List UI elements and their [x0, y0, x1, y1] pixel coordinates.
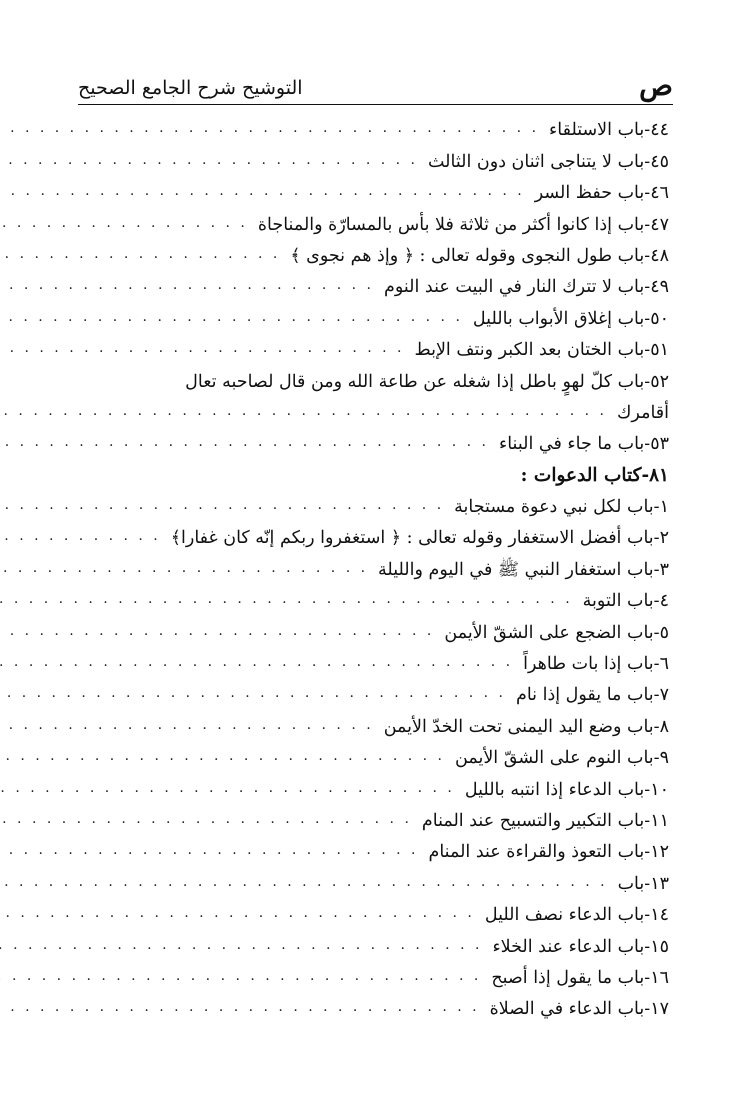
- header-divider: [78, 104, 673, 105]
- dot-leader: [0, 714, 378, 738]
- dot-leader: [0, 934, 486, 958]
- entry-number: ٤٥: [650, 151, 669, 172]
- entry-title: باب الختان بعد الكبر ونتف الإبط: [414, 340, 645, 361]
- entry-number: ١٥: [650, 936, 669, 957]
- entry-title-continued: أقامرك: [616, 402, 669, 423]
- entry-dash: -: [653, 528, 660, 549]
- table-of-contents: [88, 110, 669, 1020]
- toc-entry: [88, 204, 669, 235]
- entry-number: ١٧: [650, 999, 669, 1020]
- entry-title: باب الدعاء نصف الليل: [484, 905, 645, 926]
- entry-title: باب إذا كانوا أكثر من ثلاثة فلا بأس بالمسارّة والمناجاة: [257, 214, 645, 235]
- entry-title: باب وضع اليد اليمنى تحت الخدّ الأيمن: [383, 716, 654, 737]
- entry-number: ٥: [659, 622, 669, 643]
- entry-dash: -: [644, 779, 651, 800]
- toc-entry: [88, 769, 669, 800]
- entry-number: ٥٠: [650, 308, 669, 329]
- dot-leader: [0, 588, 577, 612]
- toc-entry: [88, 361, 669, 424]
- entry-dash: -: [653, 716, 660, 737]
- dot-leader: [0, 212, 252, 236]
- entry-title: باب لا يتناجى اثنان دون الثالث: [428, 151, 645, 172]
- entry-title: باب النوم على الشقّ الأيمن: [455, 748, 654, 769]
- entry-dash: -: [653, 559, 660, 580]
- dot-leader: [0, 117, 543, 141]
- entry-dash: -: [644, 120, 651, 141]
- page-header: [78, 68, 673, 100]
- dot-leader: [0, 180, 529, 204]
- toc-entry: [88, 644, 669, 675]
- dot-leader: [0, 243, 284, 267]
- entry-title: باب ما يقول إذا أصبح: [491, 967, 645, 988]
- dot-leader: [0, 306, 467, 330]
- entry-number: ٤٨: [650, 245, 669, 266]
- entry-title: باب التكبير والتسبيح عند المنام: [421, 810, 645, 831]
- toc-entry: [88, 518, 669, 549]
- book-number: ٨١: [649, 464, 669, 486]
- entry-number: ١٤: [650, 905, 669, 926]
- entry-dash: -: [644, 214, 651, 235]
- dot-leader: [0, 996, 484, 1020]
- entry-title: باب التعوذ والقراءة عند المنام: [428, 842, 645, 863]
- toc-entry-line: [88, 361, 669, 392]
- dot-leader: [0, 525, 165, 549]
- entry-title: باب لا تترك النار في البيت عند النوم: [384, 277, 645, 298]
- toc-entry: [88, 801, 669, 832]
- entry-title: باب الاستلقاء: [549, 120, 645, 141]
- toc-entry: [88, 863, 669, 894]
- toc-entry: [88, 895, 669, 926]
- entry-dash: -: [644, 245, 651, 266]
- toc-entry: [88, 298, 669, 329]
- entry-number: ٤٤: [650, 120, 669, 141]
- entry-dash: -: [644, 308, 651, 329]
- entry-title: باب استغفار النبي ﷺ في اليوم والليلة: [378, 559, 654, 580]
- toc-entry: [88, 141, 669, 172]
- toc-entry-line: [88, 393, 669, 424]
- toc-entry: [88, 926, 669, 957]
- entry-dash: -: [644, 936, 651, 957]
- entry-number: ١٠: [650, 779, 669, 800]
- entry-number: ٥٢: [650, 371, 669, 392]
- dot-leader: [0, 871, 612, 895]
- entry-dash: -: [653, 622, 660, 643]
- entry-number: ١٣: [650, 873, 669, 894]
- entry-dash: -: [653, 748, 660, 769]
- dot-leader: [0, 777, 459, 801]
- dot-leader: [0, 839, 423, 863]
- entry-number: ٤٧: [650, 214, 669, 235]
- entry-number: ٥٣: [650, 434, 669, 455]
- dot-leader: [0, 620, 438, 644]
- entry-number: ٤٩: [650, 277, 669, 298]
- entry-dash: -: [653, 497, 660, 518]
- entry-dash: -: [644, 842, 651, 863]
- toc-entry: [88, 706, 669, 737]
- toc-entry: [88, 581, 669, 612]
- toc-entry: [88, 549, 669, 580]
- toc-entry: [88, 832, 669, 863]
- entry-number: ٨: [659, 716, 669, 737]
- entry-number: ١١: [650, 810, 669, 831]
- toc-entry: [88, 173, 669, 204]
- toc-entry: [88, 236, 669, 267]
- entry-number: ٩: [659, 748, 669, 769]
- book-dash: -: [641, 464, 650, 486]
- toc-entry: [88, 989, 669, 1020]
- entry-title: باب: [617, 873, 645, 894]
- toc-entry: [88, 612, 669, 643]
- entry-number: ٢: [659, 528, 669, 549]
- entry-number: ١: [659, 497, 669, 518]
- dot-leader: [0, 651, 517, 675]
- dot-leader: [0, 902, 479, 926]
- toc-entry: [88, 110, 669, 141]
- toc-entry: [88, 487, 669, 518]
- dot-leader: [0, 745, 449, 769]
- entry-number: ٧: [659, 685, 669, 706]
- book-heading: [88, 455, 669, 486]
- entry-title: باب إغلاق الأبواب بالليل: [472, 308, 645, 329]
- entry-dash: -: [644, 340, 651, 361]
- entry-title: باب حفظ السر: [534, 183, 645, 204]
- dot-leader: [0, 557, 372, 581]
- dot-leader: [0, 965, 485, 989]
- entry-title: باب ما يقول إذا نام: [516, 685, 654, 706]
- toc-entry: [88, 330, 669, 361]
- entry-dash: -: [653, 591, 660, 612]
- entry-dash: -: [644, 999, 651, 1020]
- entry-title: باب الضجع على الشقّ الأيمن: [444, 622, 654, 643]
- entry-dash: -: [644, 183, 651, 204]
- entry-number: ٤٦: [650, 183, 669, 204]
- dot-leader: [0, 494, 448, 518]
- entry-dash: -: [644, 905, 651, 926]
- entry-title: باب الدعاء عند الخلاء: [492, 936, 645, 957]
- entry-title: باب إذا بات طاهراً: [523, 654, 654, 675]
- entry-number: ٣: [659, 559, 669, 580]
- entry-title: باب الدعاء في الصلاة: [489, 999, 645, 1020]
- entry-dash: -: [653, 685, 660, 706]
- entry-dash: -: [644, 810, 651, 831]
- entry-title: باب لكل نبي دعوة مستجابة: [454, 497, 654, 518]
- entry-number: ١٦: [650, 967, 669, 988]
- entry-number: ٦: [659, 654, 669, 675]
- dot-leader: [0, 682, 510, 706]
- toc-entry: [88, 958, 669, 989]
- entry-number: ٥١: [650, 340, 669, 361]
- dot-leader: [0, 400, 611, 424]
- page-label: ص: [639, 69, 673, 102]
- entry-title: باب أفضل الاستغفار وقوله تعالى : ﴿ استغفروا ربكم إنّه كان غفارا﴾: [170, 528, 654, 549]
- entry-title: باب ما جاء في البناء: [498, 434, 645, 455]
- entry-number: ٤: [659, 591, 669, 612]
- toc-entry: [88, 738, 669, 769]
- entry-dash: -: [644, 371, 651, 392]
- entry-dash: -: [644, 151, 651, 172]
- toc-entry: [88, 267, 669, 298]
- dot-leader: [0, 337, 408, 361]
- entry-dash: -: [644, 873, 651, 894]
- entry-title: باب طول النجوى وقوله تعالى : ﴿ وإذ هم نجوى ﴾: [290, 245, 645, 266]
- dot-leader: [0, 274, 378, 298]
- entry-number: ١٢: [650, 842, 669, 863]
- entry-dash: -: [653, 654, 660, 675]
- book-title: كتاب الدعوات :: [520, 464, 642, 486]
- entry-dash: -: [644, 967, 651, 988]
- dot-leader: [0, 431, 493, 455]
- toc-entry: [88, 424, 669, 455]
- dot-leader: [0, 808, 416, 832]
- entry-title: باب التوبة: [582, 591, 654, 612]
- dot-leader: [0, 149, 422, 173]
- entry-dash: -: [644, 277, 651, 298]
- entry-title: باب الدعاء إذا انتبه بالليل: [464, 779, 645, 800]
- toc-entry: [88, 675, 669, 706]
- running-title: التوشيح شرح الجامع الصحيح: [78, 77, 303, 99]
- entry-dash: -: [644, 434, 651, 455]
- entry-title: باب كلّ لهوٍ باطل إذا شغله عن طاعة الله ومن قال لصاحبه تعال: [185, 371, 645, 392]
